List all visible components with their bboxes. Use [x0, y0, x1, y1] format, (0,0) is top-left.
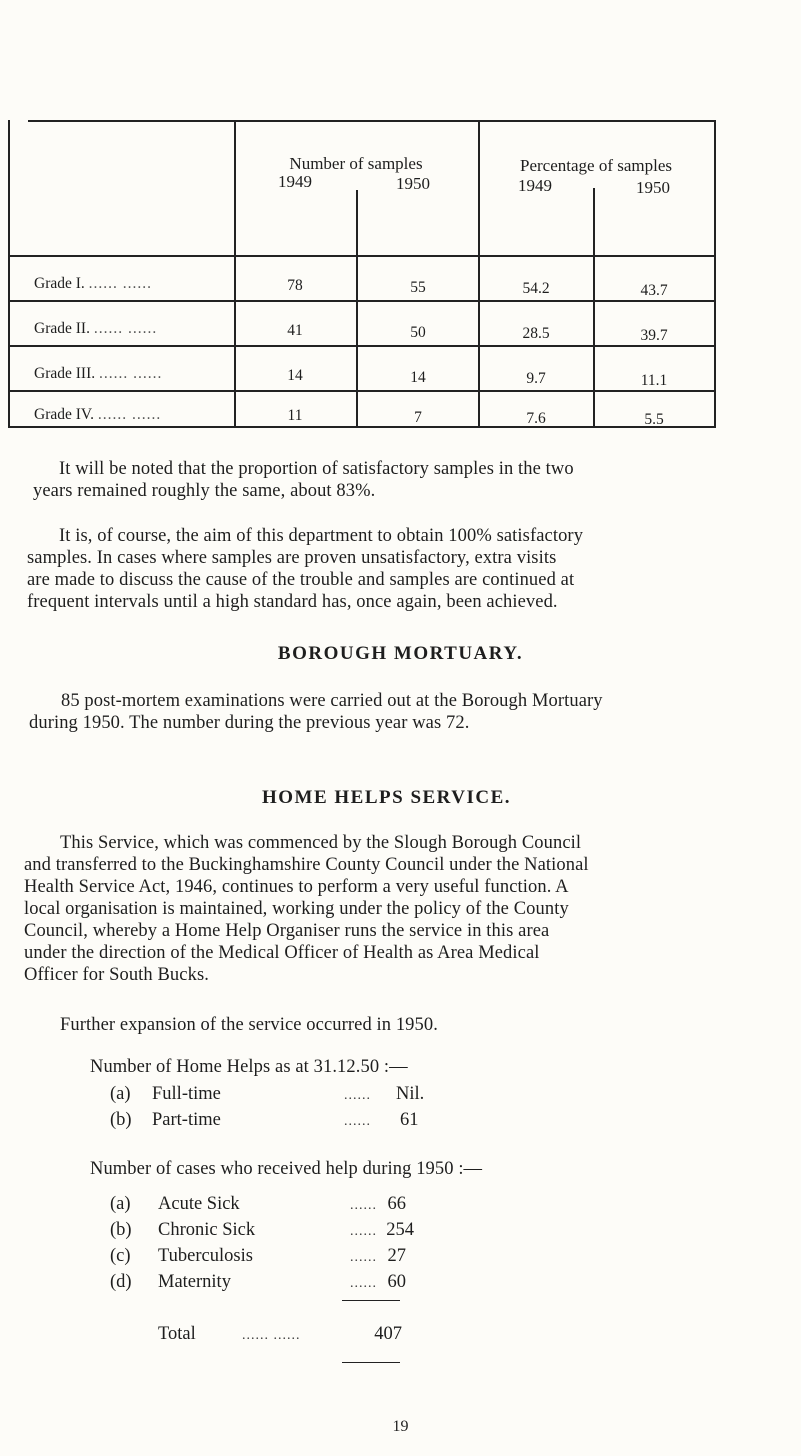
total-rule-bottom [342, 1362, 400, 1363]
text-line: It is, of course, the aim of this department to obtain 100% satisfactory [59, 526, 584, 546]
paragraph-expansion: Further expansion of the service occurred in 1950. [60, 1015, 438, 1035]
table-cell: 43.7 [640, 282, 668, 299]
list-label: Full-time [152, 1084, 221, 1104]
table-cell: 50 [410, 324, 426, 341]
dot-leader: ...... ...... [93, 320, 158, 337]
paragraph-department-aim [27, 525, 772, 613]
total-row [158, 1324, 558, 1348]
dot-leader: ...... [344, 1088, 371, 1103]
list-label: Part-time [152, 1110, 221, 1130]
grade-label [34, 406, 161, 424]
text-line: and transferred to the Buckinghamshire County Council under the National [24, 855, 589, 875]
header-year: 1949 [518, 176, 552, 195]
dot-leader: ...... [350, 1224, 377, 1239]
header-percentage-of-samples: Percentage of samples [520, 156, 672, 175]
list-item [110, 1220, 510, 1244]
grade-label [34, 275, 152, 293]
list-key: (b) [110, 1220, 132, 1240]
total-label: Total [158, 1324, 196, 1344]
table-cell: 7.6 [526, 410, 546, 427]
table-cell: 78 [287, 277, 303, 294]
dot-leader: ...... [344, 1114, 371, 1129]
grade-label [34, 320, 157, 338]
table-cell: 11 [287, 407, 303, 424]
paragraph-mortuary [29, 690, 774, 734]
text-line: under the direction of the Medical Officer of Health as Area Medical [24, 943, 540, 963]
text-line: Officer for South Bucks. [24, 965, 209, 985]
table-cell: 14 [287, 367, 303, 384]
list-value: 254 [386, 1220, 414, 1240]
list-key: (b) [110, 1110, 132, 1130]
text-line: It will be noted that the proportion of satisfactory samples in the two [59, 459, 574, 479]
dot-leader: ...... [350, 1198, 377, 1213]
dot-leader: ...... ...... [97, 406, 162, 423]
list-item [110, 1194, 510, 1218]
helps-title: Number of Home Helps as at 31.12.50 :— [90, 1057, 408, 1077]
list-key: (a) [110, 1194, 131, 1214]
text-line: samples. In cases where samples are proven unsatisfactory, extra visits [27, 548, 557, 568]
list-item [110, 1272, 510, 1296]
dot-leader: ...... [350, 1250, 377, 1265]
page-number: 19 [392, 1418, 409, 1435]
cases-title: Number of cases who received help during 1950 :— [90, 1159, 483, 1179]
grade-name: Grade III. [34, 365, 96, 382]
table-cell: 39.7 [640, 327, 668, 344]
list-item [110, 1246, 510, 1270]
text-line: are made to discuss the cause of the trouble and samples are continued at [27, 570, 575, 590]
heading-borough-mortuary: BOROUGH MORTUARY. [277, 643, 524, 664]
text-line: This Service, which was commenced by the Slough Borough Council [60, 833, 582, 853]
text-line: years remained roughly the same, about 83%. [33, 481, 376, 501]
heading-home-helps-service: HOME HELPS SERVICE. [261, 787, 511, 808]
text-line: Council, whereby a Home Help Organiser runs the service in this area [24, 921, 550, 941]
samples-table [8, 120, 716, 428]
dot-leader: ...... ...... [98, 365, 163, 382]
list-value: 27 [387, 1246, 406, 1266]
table-cell: 55 [410, 279, 426, 296]
list-value: Nil. [396, 1084, 425, 1104]
text-line: local organisation is maintained, working under the policy of the County [24, 899, 569, 919]
text-line: 85 post-mortem examinations were carried out at the Borough Mortuary [61, 691, 603, 711]
text-line: during 1950. The number during the previous year was 72. [29, 713, 470, 733]
total-value: 407 [374, 1324, 402, 1344]
dot-leader: ...... ...... [88, 275, 153, 292]
grade-name: Grade I. [34, 275, 85, 292]
dot-leader: ...... ...... [242, 1328, 301, 1343]
table-cell: 41 [287, 322, 303, 339]
table-cell: 14 [410, 369, 426, 386]
list-key: (d) [110, 1272, 132, 1292]
paragraph-home-helps [24, 832, 776, 986]
list-item [110, 1084, 510, 1108]
paragraph-satisfactory-proportion [33, 458, 773, 502]
list-item [110, 1110, 510, 1134]
text-line: Health Service Act, 1946, continues to perform a very useful function. A [24, 877, 569, 897]
table-cell: 28.5 [522, 325, 550, 342]
table-cell: 11.1 [640, 372, 668, 389]
list-key: (c) [110, 1246, 131, 1266]
list-value: 61 [400, 1110, 419, 1130]
header-year: 1949 [278, 172, 312, 191]
header-number-of-samples: Number of samples [289, 154, 423, 173]
table-cell: 9.7 [526, 370, 546, 387]
list-label: Tuberculosis [158, 1246, 253, 1266]
grade-label [34, 365, 162, 383]
text-line: frequent intervals until a high standard has, once again, been achieved. [27, 592, 558, 612]
table-cell: 54.2 [522, 280, 550, 297]
header-year: 1950 [396, 174, 430, 193]
list-key: (a) [110, 1084, 131, 1104]
header-year: 1950 [636, 178, 670, 197]
dot-leader: ...... [350, 1276, 377, 1291]
total-rule-top [342, 1300, 400, 1301]
list-label: Acute Sick [158, 1194, 240, 1214]
grade-name: Grade II. [34, 320, 90, 337]
list-value: 66 [387, 1194, 406, 1214]
list-label: Maternity [158, 1272, 231, 1292]
table-cell: 7 [414, 409, 422, 426]
table-cell: 5.5 [644, 411, 664, 428]
grade-name: Grade IV. [34, 406, 94, 423]
list-label: Chronic Sick [158, 1220, 256, 1240]
list-value: 60 [387, 1272, 406, 1292]
